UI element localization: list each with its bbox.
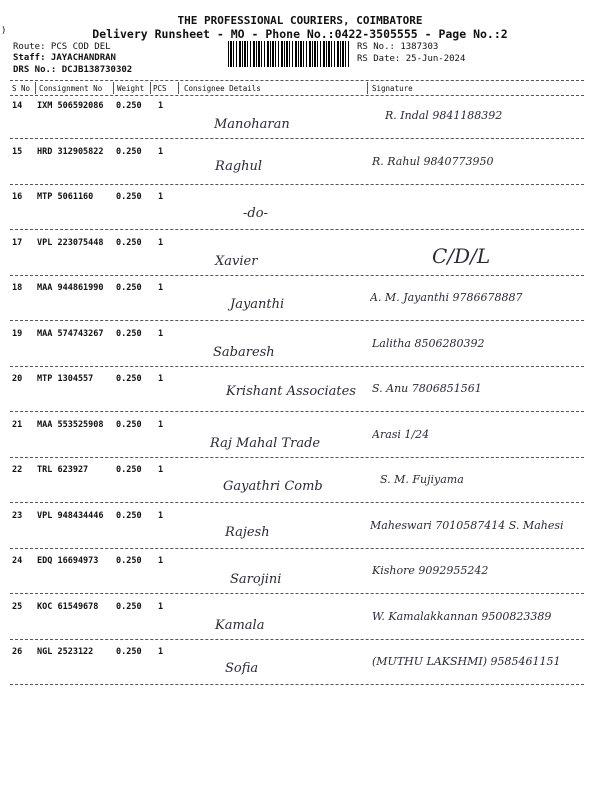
- row-sno: 22: [12, 465, 23, 475]
- row-pcs: 1: [158, 101, 164, 111]
- row-sno: 23: [12, 510, 23, 521]
- row-divider: [10, 639, 584, 640]
- row-weight: 0.250: [116, 374, 142, 384]
- route-label: Route: PCS COD DEL: [13, 42, 111, 52]
- row-divider: [10, 502, 584, 503]
- company-title: THE PROFESSIONAL COURIERS, COIMBATORE: [177, 14, 423, 27]
- row-sno: 24: [12, 556, 23, 566]
- row-consignment-no: MTP 1304557: [37, 374, 94, 384]
- row-weight: 0.250: [116, 192, 142, 202]
- row-consignment-no: MTP 5061160: [37, 192, 94, 202]
- row-consignment-no: KOC 61549678: [37, 601, 99, 612]
- row-consignment-no: MAA 553525908: [37, 419, 104, 430]
- consignee-name: Gayathri Comb: [223, 479, 323, 494]
- col-sep: [150, 82, 151, 94]
- rs-date: RS Date: 25-Jun-2024: [357, 54, 466, 64]
- row-weight: 0.250: [116, 647, 142, 657]
- row-weight: 0.250: [116, 101, 142, 111]
- row-consignment-no: NGL 2523122: [37, 647, 94, 657]
- signature: Maheswari 7010587414 S. Mahesi: [370, 518, 564, 532]
- row-pcs: 1: [158, 283, 164, 293]
- col-consignment: Consignment No: [39, 84, 103, 93]
- row-pcs: 1: [158, 374, 164, 384]
- signature: C/D/L: [432, 243, 491, 268]
- row-divider: [10, 138, 584, 139]
- runsheet-subtitle: Delivery Runsheet - MO - Phone No.:0422-3505555 - Page No.:2: [92, 27, 508, 41]
- row-pcs: 1: [158, 465, 164, 475]
- row-divider: [10, 320, 584, 321]
- col-sep: [35, 82, 36, 94]
- signature: S. M. Fujiyama: [380, 473, 464, 486]
- row-divider: [10, 548, 584, 549]
- row-weight: 0.250: [116, 328, 142, 339]
- row-pcs: 1: [158, 192, 164, 202]
- row-divider: [10, 275, 584, 276]
- signature: (MUTHU LAKSHMI) 9585461151: [372, 655, 561, 668]
- row-consignment-no: VPL 223075448: [37, 237, 104, 248]
- consignee-name: Manoharan: [214, 117, 290, 132]
- col-consignee: Consignee Details: [184, 84, 261, 93]
- drs-label: DRS No.: DCJB138730302: [13, 65, 133, 75]
- consignee-name: Jayanthi: [230, 297, 285, 312]
- row-divider: [10, 411, 584, 412]
- row-weight: 0.250: [116, 419, 142, 430]
- row-consignment-no: HRD 312905822: [37, 146, 104, 157]
- consignee-name: Raj Mahal Trade: [210, 435, 321, 451]
- row-weight: 0.250: [116, 556, 142, 566]
- row-weight: 0.250: [116, 510, 142, 521]
- consignee-name: Sofia: [225, 661, 259, 676]
- row-divider: [10, 184, 584, 185]
- row-pcs: 1: [158, 556, 164, 566]
- col-sep: [367, 82, 368, 94]
- row-divider: [10, 457, 584, 458]
- col-weight: Weight: [117, 84, 145, 93]
- signature: R. Indal 9841188392: [385, 109, 503, 122]
- signature: Lalitha 8506280392: [372, 336, 485, 350]
- consignee-name: Xavier: [215, 253, 258, 269]
- row-pcs: 1: [158, 647, 164, 657]
- signature: R. Rahul 9840773950: [372, 154, 494, 168]
- col-signature: Signature: [372, 84, 413, 93]
- signature: S. Anu 7806851561: [372, 382, 482, 395]
- row-pcs: 1: [158, 510, 164, 521]
- row-consignment-no: IXM 506592086: [37, 101, 104, 111]
- consignee-name: Sabaresh: [213, 344, 275, 360]
- row-pcs: 1: [158, 146, 164, 157]
- row-sno: 15: [12, 146, 23, 157]
- row-sno: 17: [12, 237, 23, 248]
- col-sno: S No: [12, 84, 31, 93]
- row-sno: 19: [12, 328, 23, 339]
- row-consignment-no: MAA 944861990: [37, 283, 104, 293]
- row-weight: 0.250: [116, 465, 142, 475]
- row-sno: 26: [12, 647, 23, 657]
- row-consignment-no: MAA 574743267: [37, 328, 104, 339]
- row-pcs: 1: [158, 237, 164, 248]
- row-divider: [10, 684, 584, 685]
- signature: Arasi 1/24: [372, 427, 430, 441]
- consignee-name: Sarojini: [230, 572, 282, 587]
- row-pcs: 1: [158, 601, 164, 612]
- row-sno: 25: [12, 601, 23, 612]
- header-rule-bottom: [10, 95, 584, 96]
- header-rule-top: [10, 80, 584, 81]
- row-sno: 20: [12, 374, 23, 384]
- row-weight: 0.250: [116, 146, 142, 157]
- row-divider: [10, 229, 584, 230]
- consignee-name: Rajesh: [225, 524, 270, 540]
- row-pcs: 1: [158, 419, 164, 430]
- signature: W. Kamalakkannan 9500823389: [372, 609, 552, 623]
- row-sno: 14: [12, 101, 23, 111]
- col-sep: [113, 82, 114, 94]
- staff-label: Staff: JAYACHANDRAN: [13, 53, 116, 63]
- row-pcs: 1: [158, 328, 164, 339]
- row-sno: 21: [12, 419, 23, 430]
- row-sno: 16: [12, 192, 23, 202]
- row-consignment-no: EDQ 16694973: [37, 556, 99, 566]
- consignee-name: Krishant Associates: [226, 384, 356, 399]
- rs-number: RS No.: 1387303: [357, 42, 439, 52]
- margin-mark: ): [1, 26, 7, 36]
- row-weight: 0.250: [116, 237, 142, 248]
- row-weight: 0.250: [116, 283, 142, 293]
- consignee-name: Raghul: [215, 158, 263, 174]
- signature: Kishore 9092955242: [372, 564, 489, 577]
- col-sep: [178, 82, 179, 94]
- signature: A. M. Jayanthi 9786678887: [370, 291, 523, 304]
- row-weight: 0.250: [116, 601, 142, 612]
- col-pcs: PCS: [153, 84, 167, 93]
- row-sno: 18: [12, 283, 23, 293]
- barcode: [228, 41, 350, 67]
- row-divider: [10, 366, 584, 367]
- row-divider: [10, 593, 584, 594]
- consignee-name: Kamala: [215, 617, 265, 633]
- row-consignment-no: TRL 623927: [37, 465, 89, 475]
- consignee-name: -do-: [243, 206, 268, 221]
- row-consignment-no: VPL 948434446: [37, 510, 104, 521]
